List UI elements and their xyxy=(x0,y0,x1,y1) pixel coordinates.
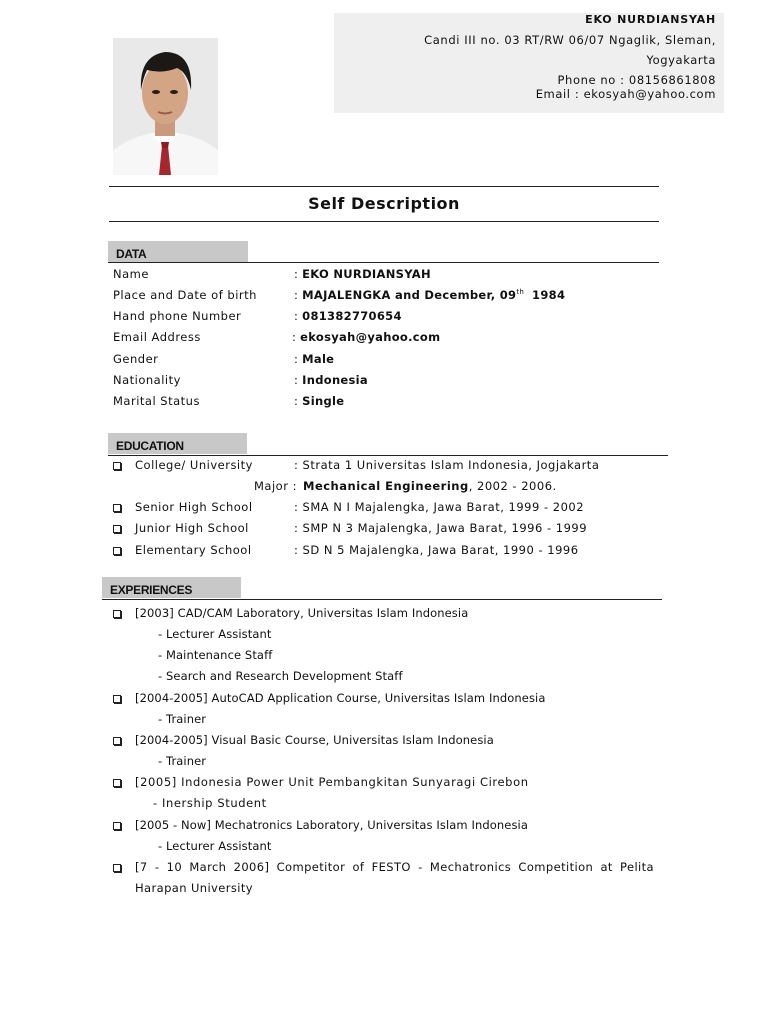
bullet-icon xyxy=(113,525,121,533)
edu-value-college: : Strata 1 Universitas Islam Indonesia, Jogjakarta xyxy=(294,458,600,472)
header-phone: Phone no : 08156861808 xyxy=(557,73,716,87)
data-value-email: : ekosyah@yahoo.com xyxy=(292,330,441,344)
data-value-name: : EKO NURDIANSYAH xyxy=(294,267,431,281)
edu-label-college: College/ University xyxy=(135,458,253,472)
section-rule-education xyxy=(108,455,668,456)
section-heading-education: EDUCATION xyxy=(108,433,247,454)
data-label-nationality: Nationality xyxy=(113,373,181,387)
section-rule-data xyxy=(108,262,659,263)
data-value-marital: : Single xyxy=(294,394,345,408)
experience-role: - Trainer xyxy=(158,712,207,726)
bullet-icon xyxy=(113,610,121,618)
data-label-phone: Hand phone Number xyxy=(113,309,242,323)
data-value-birth: : MAJALENGKA and December, 09th 1984 xyxy=(294,288,566,302)
experience-role: - Search and Research Development Staff xyxy=(158,669,403,683)
edu-value-senior: : SMA N I Majalengka, Jawa Barat, 1999 - 2002 xyxy=(294,500,585,514)
experience-role: - Lecturer Assistant xyxy=(158,839,272,853)
data-label-email: Email Address xyxy=(113,330,201,344)
bullet-icon xyxy=(113,737,121,745)
data-label-birth: Place and Date of birth xyxy=(113,288,257,302)
bullet-icon xyxy=(113,822,121,830)
section-heading-experiences: EXPERIENCES xyxy=(102,577,241,598)
header-address-line2: Yogyakarta xyxy=(646,53,716,67)
data-label-gender: Gender xyxy=(113,352,159,366)
profile-photo xyxy=(113,38,218,175)
experience-item: [2005 - Now] Mechatronics Laboratory, Universitas Islam Indonesia xyxy=(135,818,528,832)
bullet-icon xyxy=(113,504,121,512)
experience-item: [2004-2005] Visual Basic Course, Universitas Islam Indonesia xyxy=(135,733,494,747)
data-value-nationality: : Indonesia xyxy=(294,373,368,387)
experience-item: [7 - 10 March 2006] Competitor of FESTO - Mechatronics Competition at Pelita xyxy=(135,860,654,874)
experience-item-continued: Harapan University xyxy=(135,881,253,895)
edu-label-major: Major : xyxy=(254,479,297,493)
experience-role: - Inership Student xyxy=(153,796,267,810)
bullet-icon xyxy=(113,547,121,555)
section-heading-data: DATA xyxy=(108,241,248,262)
bullet-icon xyxy=(113,695,121,703)
edu-label-elementary: Elementary School xyxy=(135,543,252,557)
experience-role: - Trainer xyxy=(158,754,207,768)
bullet-icon xyxy=(113,779,121,787)
contact-header xyxy=(334,13,724,113)
bullet-icon xyxy=(113,864,121,872)
experience-item: [2005] Indonesia Power Unit Pembangkitan Sunyaragi Cirebon xyxy=(135,775,529,789)
header-address-line1: Candi III no. 03 RT/RW 06/07 Ngaglik, Sleman, xyxy=(424,33,716,47)
data-value-phone: : 081382770654 xyxy=(294,309,402,323)
experience-item: [2004-2005] AutoCAD Application Course, Universitas Islam Indonesia xyxy=(135,691,546,705)
title-rule-bottom xyxy=(109,221,659,222)
edu-value-junior: : SMP N 3 Majalengka, Jawa Barat, 1996 - 1999 xyxy=(294,521,588,535)
data-label-name: Name xyxy=(113,267,149,281)
title-rule-top xyxy=(109,186,659,187)
data-label-marital: Marital Status xyxy=(113,394,200,408)
edu-value-elementary: : SD N 5 Majalengka, Jawa Barat, 1990 - 1996 xyxy=(294,543,579,557)
header-email: Email : ekosyah@yahoo.com xyxy=(535,87,716,101)
portrait-image xyxy=(113,38,218,175)
bullet-icon xyxy=(113,462,121,470)
data-value-gender: : Male xyxy=(294,352,335,366)
experience-role: - Lecturer Assistant xyxy=(158,627,272,641)
edu-label-junior: Junior High School xyxy=(135,521,249,535)
edu-label-senior: Senior High School xyxy=(135,500,253,514)
experience-role: - Maintenance Staff xyxy=(158,648,273,662)
experience-item: [2003] CAD/CAM Laboratory, Universitas Islam Indonesia xyxy=(135,606,469,620)
page-title: Self Description xyxy=(308,194,460,213)
section-rule-experiences xyxy=(102,599,662,600)
header-name: EKO NURDIANSYAH xyxy=(585,13,716,26)
edu-value-major: Mechanical Engineering, 2002 - 2006. xyxy=(303,479,557,493)
